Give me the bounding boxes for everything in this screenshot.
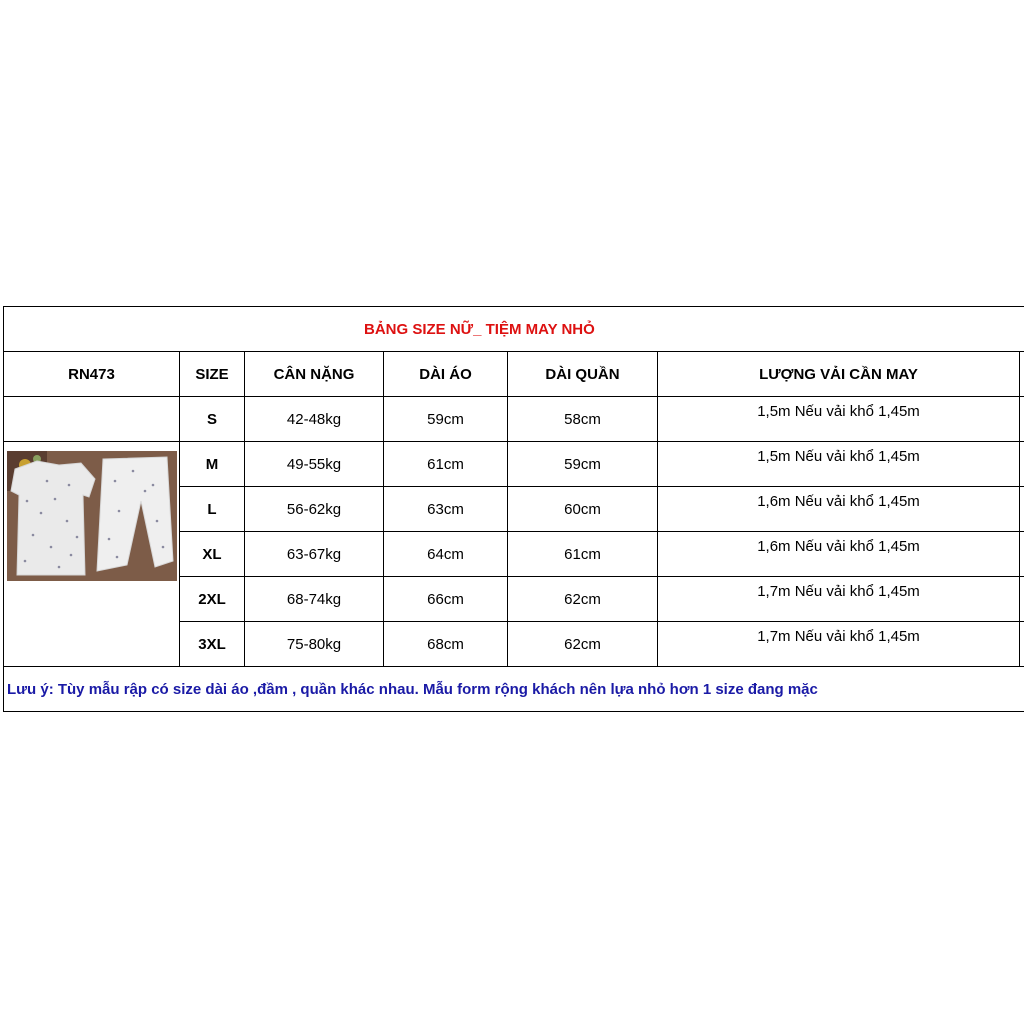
- fabric-text: 1,6m Nếu vải khổ 1,45m: [757, 493, 920, 510]
- weight-cell: 75-80kg: [245, 622, 384, 667]
- pajama-set-photo: [7, 451, 177, 581]
- header-row: [4, 352, 1024, 397]
- top-length-cell: 66cm: [384, 577, 508, 622]
- header-fabric: LƯỢNG VẢI CẦN MAY: [658, 352, 1020, 397]
- top-length-cell: 61cm: [384, 442, 508, 487]
- fabric-cell: [658, 577, 1020, 622]
- header-top-length: DÀI ÁO: [384, 352, 508, 397]
- extra-cell: [1020, 397, 1024, 442]
- fabric-text: 1,5m Nếu vải khổ 1,45m: [757, 448, 920, 465]
- pant-length-cell: 62cm: [508, 577, 658, 622]
- size-cell: 3XL: [180, 622, 245, 667]
- pant-length-cell: 60cm: [508, 487, 658, 532]
- size-cell: 2XL: [180, 577, 245, 622]
- extra-cell: [1020, 532, 1024, 577]
- size-cell: M: [180, 442, 245, 487]
- extra-cell: [1020, 622, 1024, 667]
- product-photo-cell: [4, 442, 180, 667]
- extra-cell: [1020, 487, 1024, 532]
- table-row: [4, 397, 1024, 442]
- pant-length-cell: 58cm: [508, 397, 658, 442]
- header-extra: [1020, 352, 1024, 397]
- weight-cell: 63-67kg: [245, 532, 384, 577]
- header-size: SIZE: [180, 352, 245, 397]
- size-cell: S: [180, 397, 245, 442]
- fabric-cell: [658, 487, 1020, 532]
- table-row: [4, 442, 1024, 487]
- weight-cell: 42-48kg: [245, 397, 384, 442]
- size-chart-table: [3, 306, 1024, 712]
- top-length-cell: 59cm: [384, 397, 508, 442]
- note-row: [4, 667, 1024, 712]
- header-product-code: RN473: [4, 352, 180, 397]
- weight-cell: 68-74kg: [245, 577, 384, 622]
- pant-length-cell: 59cm: [508, 442, 658, 487]
- empty-cell: [4, 397, 180, 442]
- chart-title: BẢNG SIZE NỮ_ TIỆM MAY NHỎ: [364, 320, 595, 338]
- fabric-text: 1,7m Nếu vải khổ 1,45m: [757, 628, 920, 645]
- pant-length-cell: 62cm: [508, 622, 658, 667]
- header-pant-length: DÀI QUẦN: [508, 352, 658, 397]
- extra-cell: [1020, 442, 1024, 487]
- top-length-cell: 68cm: [384, 622, 508, 667]
- fabric-cell: [658, 532, 1020, 577]
- top-length-cell: 64cm: [384, 532, 508, 577]
- fabric-cell: [658, 442, 1020, 487]
- note-text: Lưu ý: Tùy mẫu rập có size dài áo ,đầm , quần khác nhau. Mẫu form rộng khách nên lựa nhỏ hơn 1 size đang mặc: [4, 667, 1024, 712]
- weight-cell: 49-55kg: [245, 442, 384, 487]
- fabric-text: 1,5m Nếu vải khổ 1,45m: [757, 403, 920, 420]
- title-cell: [4, 307, 1024, 352]
- weight-cell: 56-62kg: [245, 487, 384, 532]
- size-cell: L: [180, 487, 245, 532]
- size-cell: XL: [180, 532, 245, 577]
- extra-cell: [1020, 577, 1024, 622]
- top-length-cell: 63cm: [384, 487, 508, 532]
- fabric-cell: [658, 622, 1020, 667]
- fabric-cell: [658, 397, 1020, 442]
- title-row: [4, 307, 1024, 352]
- pant-length-cell: 61cm: [508, 532, 658, 577]
- header-weight: CÂN NẶNG: [245, 352, 384, 397]
- fabric-text: 1,7m Nếu vải khổ 1,45m: [757, 583, 920, 600]
- fabric-text: 1,6m Nếu vải khổ 1,45m: [757, 538, 920, 555]
